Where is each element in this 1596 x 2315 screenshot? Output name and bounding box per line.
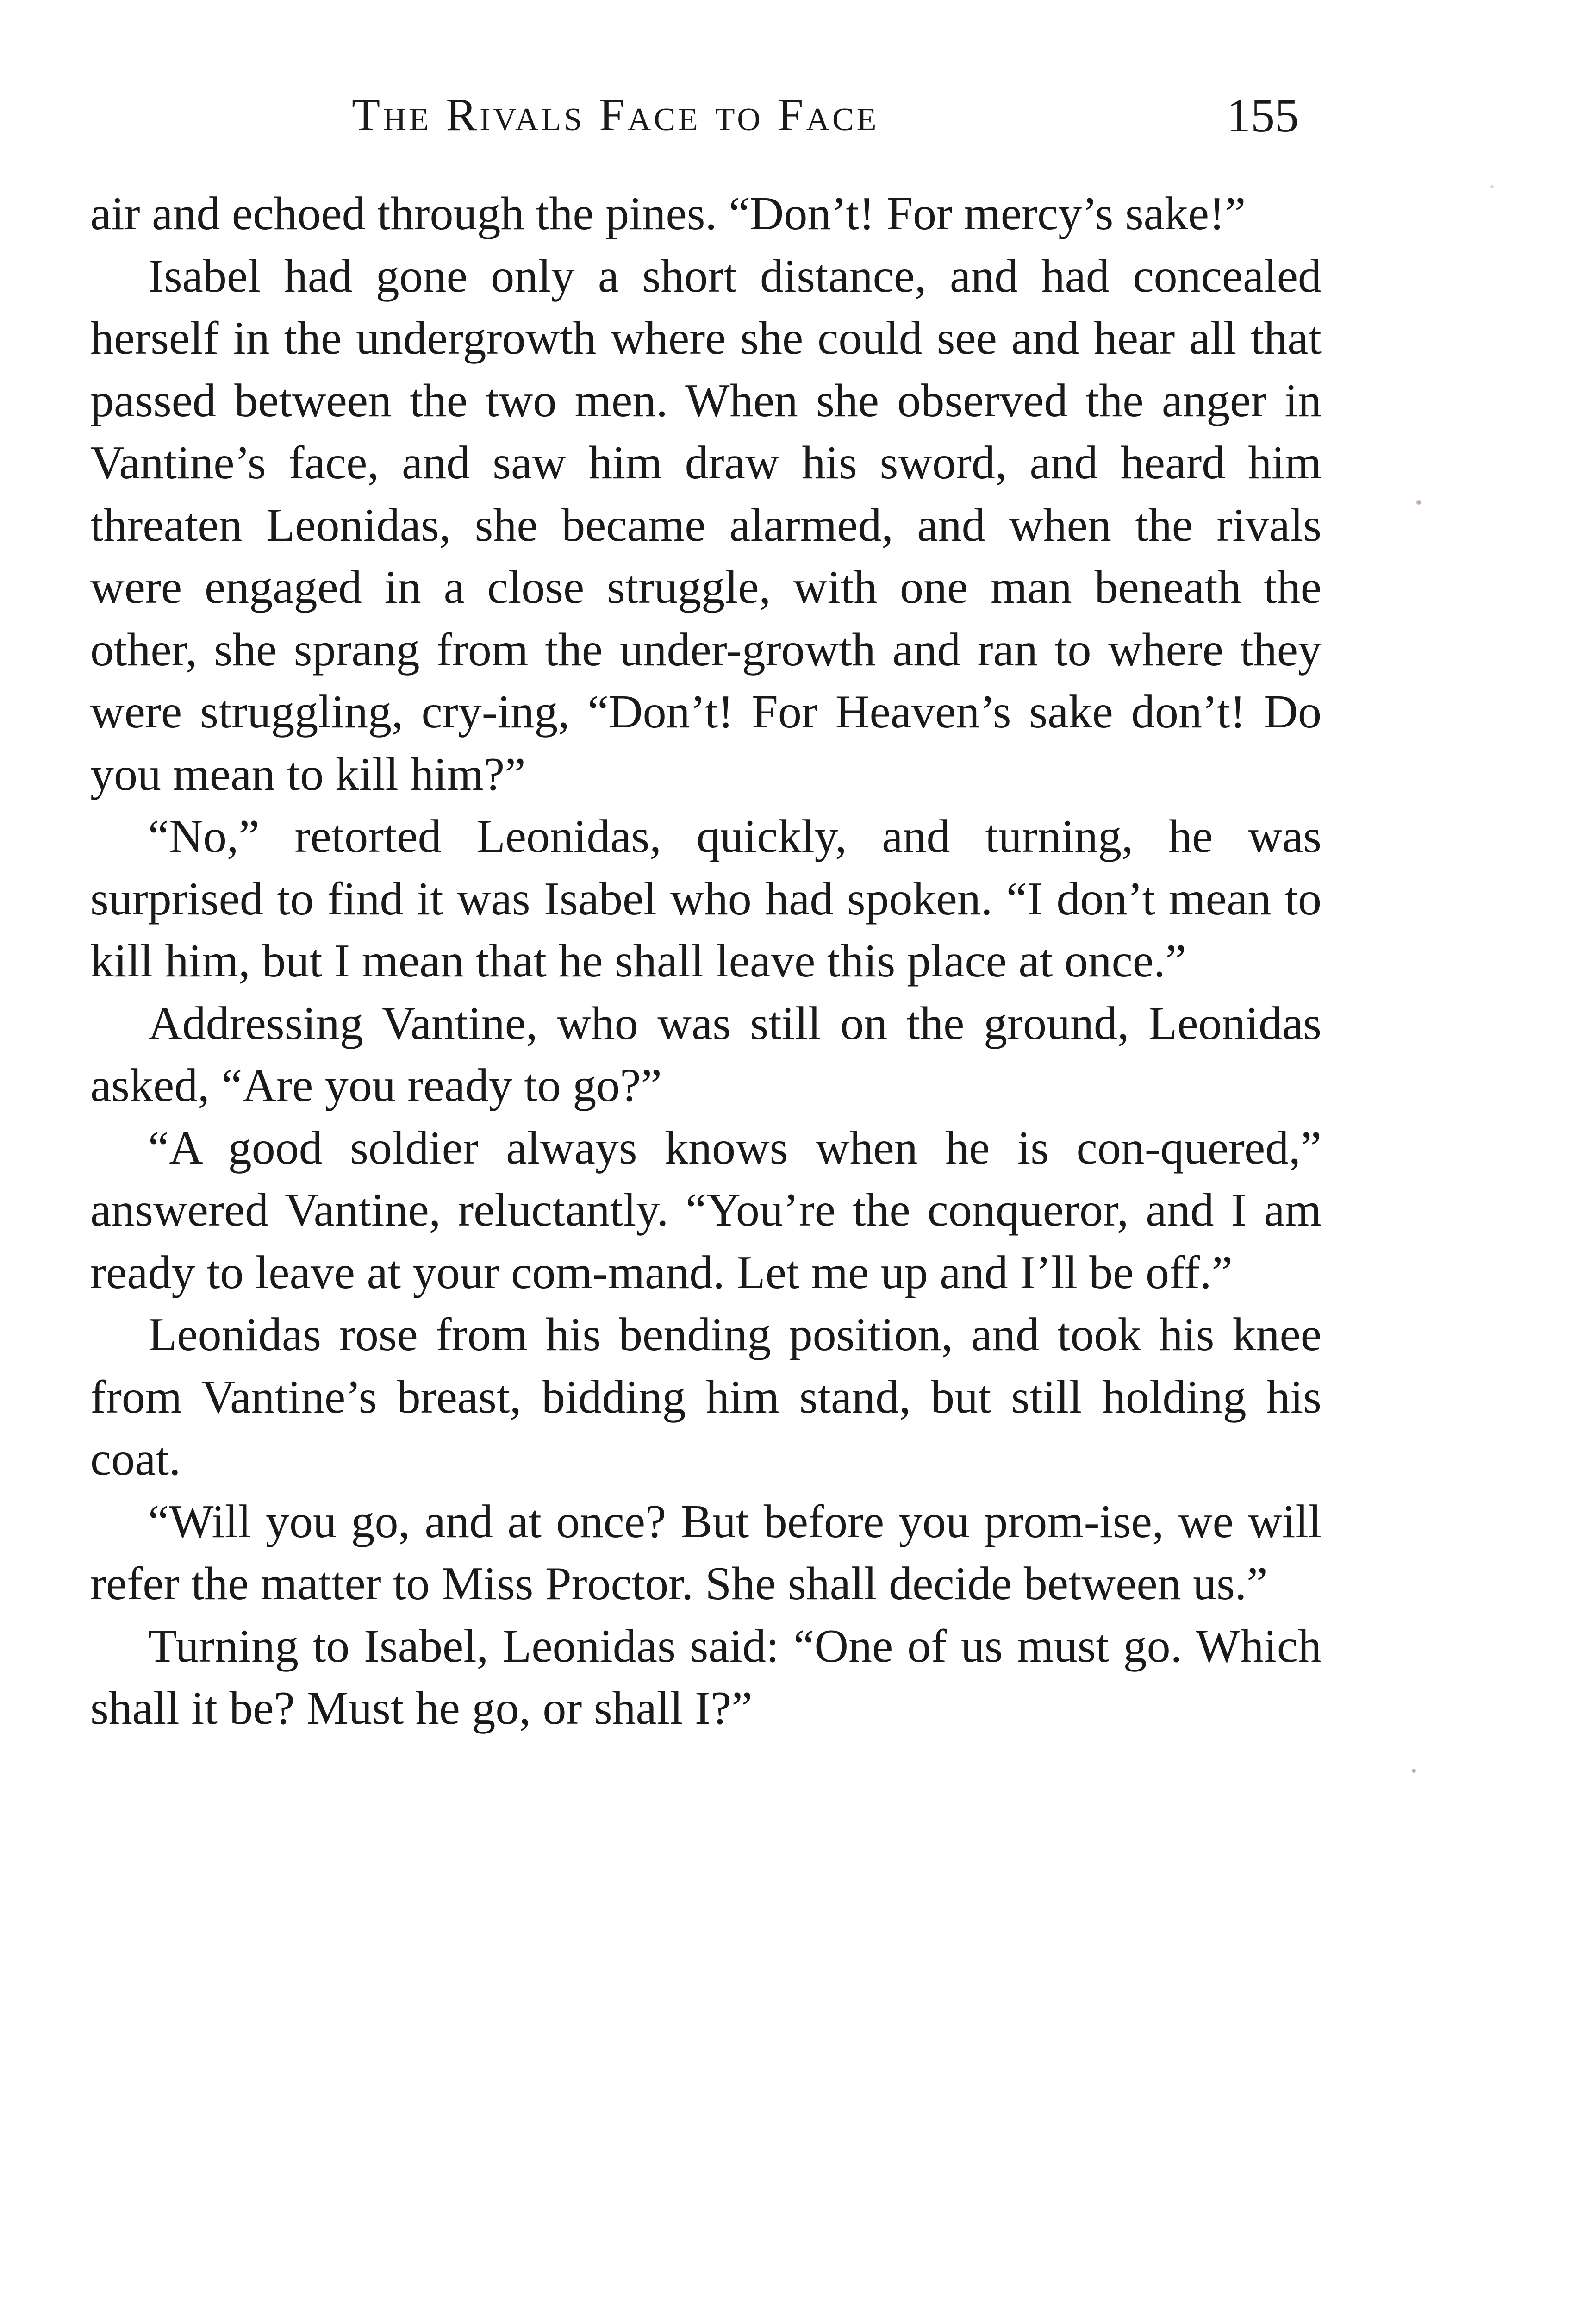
running-head-title: The Rivals Face to Face — [352, 89, 879, 140]
page-number: 155 — [1227, 89, 1299, 142]
paragraph: Isabel had gone only a short distance, and had concealed herself in the undergrowth where she could see and hear all that passed between the two men. When she observed the anger in Vantine’s face, and saw him draw his sword, and heard him threaten Leonidas, she became alarmed, and when the rivals were engaged in a close struggle, with one man beneath the other, she sprang from the under-growth and ran to where they were struggling, cry-ing, “Don’t! For Heaven’s sake don’t! Do you mean to kill him?” — [90, 250, 1322, 801]
paragraph: Addressing Vantine, who was still on the ground, Leonidas asked, “Are you ready to go?” — [90, 997, 1322, 1112]
paragraph: “A good soldier always knows when he is con-quered,” answered Vantine, reluctantly. “You’re the conqueror, and I am ready to leave at your com-mand. Let me up and I’ll be off.” — [90, 1121, 1322, 1299]
paper-speck — [1416, 500, 1421, 505]
body-text — [90, 183, 1322, 1740]
paragraph: “Will you go, and at once? But before you prom-ise, we will refer the matter to Miss Proctor. She shall decide between us.” — [90, 1495, 1322, 1610]
paper-speck — [1412, 1769, 1416, 1773]
paragraph: Leonidas rose from his bending position, and took his knee from Vantine’s breast, bidding him stand, but still holding his coat. — [90, 1308, 1322, 1485]
paragraph: “No,” retorted Leonidas, quickly, and turning, he was surprised to find it was Isabel who had spoken. “I don’t mean to kill him, but I mean that he shall leave this place at once.” — [90, 810, 1322, 987]
paragraph: Turning to Isabel, Leonidas said: “One of us must go. Which shall it be? Must he go, or shall I?” — [90, 1620, 1322, 1734]
paper-speck — [1490, 185, 1494, 188]
paragraph: air and echoed through the pines. “Don’t! For mercy’s sake!” — [90, 188, 1246, 240]
